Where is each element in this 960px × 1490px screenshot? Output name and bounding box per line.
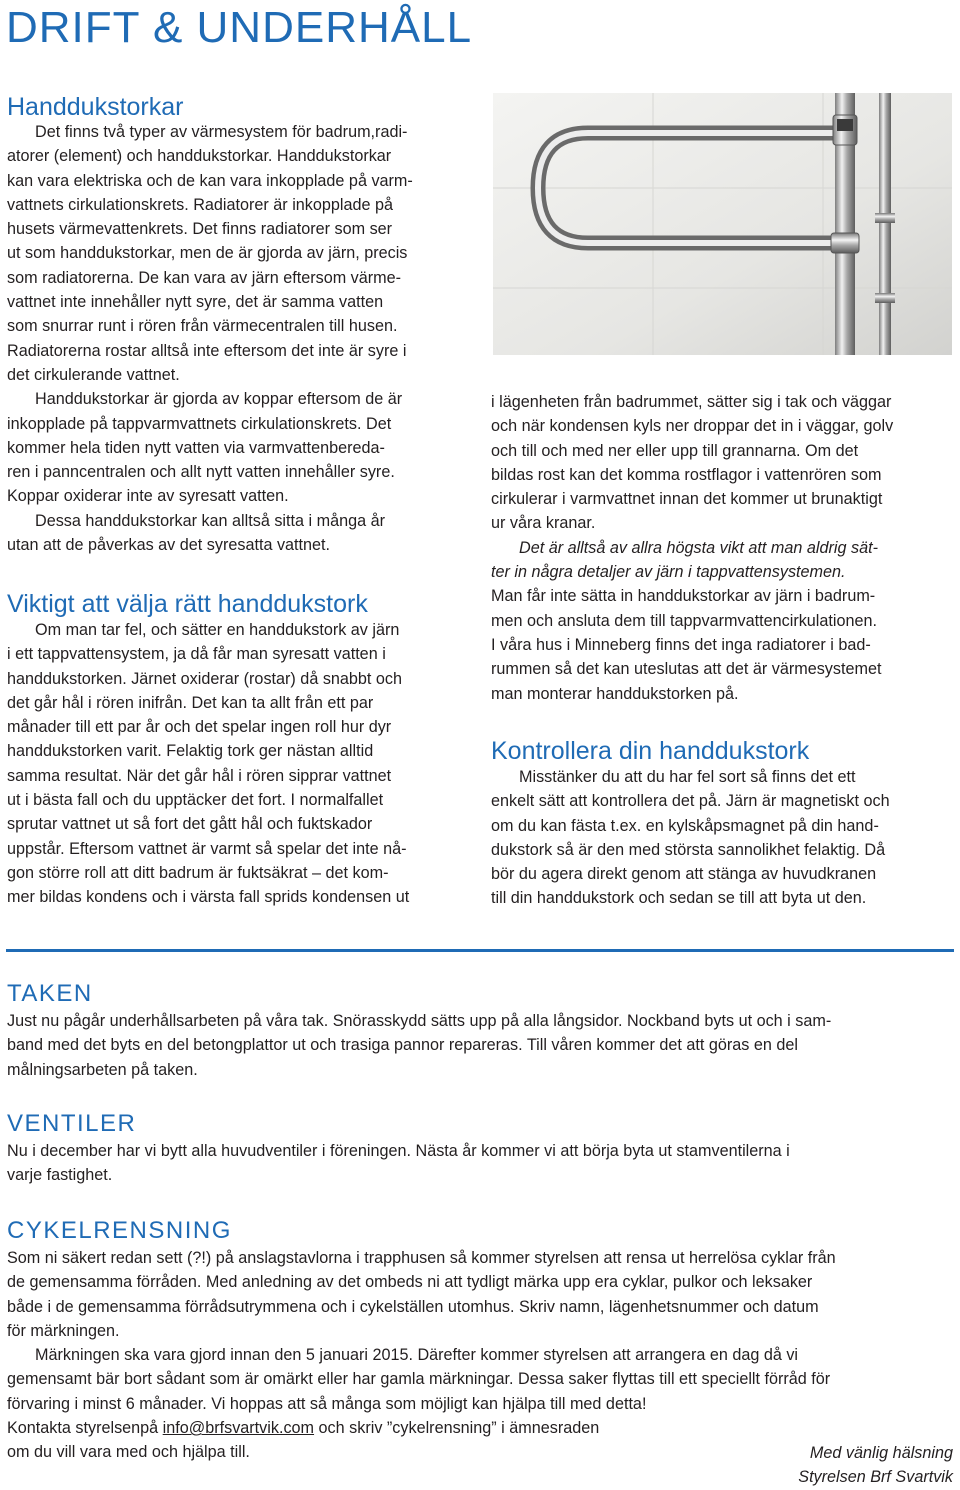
text-line: och till och med ner eller upp till grannarna. Om det [491, 441, 859, 460]
text-line: om du kan fästa t.ex. en kylskåpsmagnet på din hand- [491, 816, 879, 835]
kontrollera-body [491, 765, 956, 911]
heading-taken: TAKEN [7, 980, 93, 1007]
text-line: i ett tappvattensystem, ja då får man syresatt vatten i [7, 645, 386, 664]
italic-emphasis [491, 536, 956, 585]
text-line: till din handdukstork och sedan se till att byta ut den. [491, 889, 867, 908]
paragraph [7, 120, 482, 387]
section-divider [6, 949, 954, 952]
text-line: det går hål i rören inifrån. Det kan ta allt från ett par [7, 693, 374, 712]
text-line: Märkningen ska vara gjord innan den 5 januari 2015. Därefter kommer styrelsen att arrangera en dag då vi [35, 1346, 799, 1365]
paragraph [7, 1139, 957, 1188]
text-line: Nu i december har vi bytt alla huvudventiler i föreningen. Nästa år kommer vi att börja byta ut stamventilerna i [7, 1142, 790, 1160]
ventiler-body [7, 1139, 957, 1188]
text-line: ren i panncentralen och allt nytt vatten innehåller syre. [7, 463, 395, 482]
cykel-body [7, 1246, 957, 1465]
text-line: de gemensamma förråden. Med anledning av det ombeds ni att tydligt märka upp era cyklar, pulkor och leksaker [7, 1273, 813, 1292]
text-line: som snurrar runt i rören från värmecentralen till husen. [7, 317, 398, 336]
text-line: för märkningen. [7, 1321, 120, 1340]
text-line: man monterar handdukstorken på. [491, 684, 739, 703]
text-line: uppstår. Eftersom vattnet är varmt så spelar det inte nå- [7, 839, 407, 858]
paragraph [7, 1009, 957, 1082]
email-link[interactable]: info@brfsvartvik.com [162, 1419, 315, 1438]
text-line: Dessa handdukstorkar kan alltså sitta i många år [35, 511, 386, 530]
text-line: Som ni säkert redan sett (?!) på anslagstavlorna i trapphusen så kommer styrelsen att rensa ut herrelösa cyklar från [7, 1249, 836, 1267]
text-line: Kontakta styrelsenpå [7, 1419, 163, 1438]
paragraph [7, 387, 482, 508]
towel-warmer-illustration [493, 93, 952, 355]
text-line: utan att de påverkas av det syresatta vattnet. [7, 536, 331, 555]
text-line: både i de gemensamma förrådsutrymmena och i cykelställen utomhus. Skriv namn, lägenhetsnummer och datum [7, 1297, 819, 1316]
text-line: Det finns två typer av värmesystem för badrum,radi- [35, 123, 408, 141]
text-line: månader till ett par år och det spelar ingen roll hur dyr [7, 718, 392, 737]
text-line: ut som handdukstorkar, men de är gjorda av järn, precis [7, 244, 408, 263]
text-line: om du vill vara med och hjälpa till. [7, 1443, 250, 1462]
text-line: Just nu pågår underhållsarbeten på våra tak. Snörasskydd sätts upp på alla långsidor. Nockband byts ut och i sam- [7, 1012, 832, 1030]
taken-body [7, 1009, 957, 1082]
paragraph [7, 618, 482, 910]
text-line: ur våra kranar. [491, 514, 596, 533]
text-line: cirkulerar i varmvattnet innan det kommer ut brunaktigt [491, 490, 883, 509]
text-line: Misstänker du att du har fel sort så finns det ett [519, 768, 856, 786]
text-line: inkopplade på tappvarmvattnets cirkulationskrets. Det [7, 414, 392, 433]
text-line: Man får inte sätta in handdukstorkar av järn i badrum- [491, 587, 876, 606]
heading-cykelrensning: CYKELRENSNING [7, 1217, 232, 1244]
text-line: I våra hus i Minneberg finns det inga radiatorer i bad- [491, 635, 871, 654]
text-line: varje fastighet. [7, 1166, 113, 1185]
text-line: målningsarbeten på taken. [7, 1060, 198, 1079]
text-line: Radiatorerna rostar alltså inte eftersom det inte är syre i [7, 341, 407, 360]
heading-viktigt: Viktigt att välja rätt handdukstork [7, 590, 368, 618]
text-line: förvaring i minst 6 månader. Vi hoppas att så många som möjligt kan hjälpa till med detta! [7, 1394, 647, 1413]
text-line: samma resultat. När det går hål i rören sipprar vattnet [7, 766, 392, 785]
text-line: och skriv ”cykelrensning” i ämnesraden [314, 1419, 600, 1438]
signature-line: Styrelsen Brf Svartvik [798, 1468, 953, 1487]
paragraph [491, 765, 956, 911]
viktigt-body [7, 618, 482, 910]
text-line: dukstork så är den med största sannolikhet felaktig. Då [491, 840, 886, 859]
text-line: och när kondensen kyls ner droppar det in i väggar, golv [491, 417, 894, 436]
heading-kontrollera: Kontrollera din handdukstork [491, 737, 810, 765]
signature-line: Med vänlig hälsning [809, 1444, 953, 1462]
text-line: som radiatorerna. De kan vara av järn eftersom värme- [7, 268, 402, 287]
text-line: bildas rost kan det komma rostflagor i vattenrören som [491, 465, 882, 484]
text-line: Handdukstorkar är gjorda av koppar eftersom de är [35, 390, 403, 409]
text-line: men och ansluta dem till tappvarmvattencirkulationen. [491, 611, 878, 630]
heading-handdukstorkar: Handdukstorkar [7, 93, 184, 121]
handdukstorkar-body [7, 120, 482, 557]
text-line: vattnets cirkulationskrets. Radiatorer är inkopplade på [7, 195, 394, 214]
text-line: i lägenheten från badrummet, sätter sig i tak och väggar [491, 393, 892, 411]
text-line: gemensamt bär bort sådant som är omärkt eller har gamla märkningar. Dessa saker flyttas till ett speciellt förråd för [7, 1370, 831, 1389]
paragraph [491, 584, 956, 705]
text-line: Koppar oxiderar inte av syresatt vatten. [7, 487, 289, 506]
towel-warmer-photo [493, 93, 952, 355]
text-line: Om man tar fel, och sätter en handdukstork av järn [35, 621, 400, 639]
paragraph [7, 1246, 957, 1343]
text-line: det cirkulerande vattnet. [7, 365, 180, 384]
heading-ventiler: VENTILER [7, 1110, 137, 1137]
text-line: husets värmevattenkrets. Det finns radiatorer som ser [7, 220, 393, 239]
text-line: ut i bästa fall och du upptäcker det fort. I normalfallet [7, 791, 384, 810]
text-line: handdukstorken varit. Felaktig tork ger nästan alltid [7, 742, 374, 761]
paragraph [7, 1343, 957, 1416]
text-line: sprutar vattnet ut så fort det gått hål och fuktskador [7, 815, 373, 834]
right-column-body [491, 390, 956, 706]
paragraph [7, 509, 482, 558]
text-line: handdukstorken. Järnet oxiderar (rostar) då snabbt och [7, 669, 403, 688]
signature [798, 1441, 953, 1490]
text-line: atorer (element) och handdukstorkar. Handdukstorkar [7, 147, 392, 166]
text-line: gon större roll att ditt badrum är fuktsäkrat – det kom- [7, 863, 389, 882]
text-line: enkelt sätt att kontrollera det på. Järn är magnetiskt och [491, 792, 890, 811]
text-line: mer bildas kondens och i värsta fall sprids kondensen ut [7, 888, 410, 907]
text-line: rummen så det kan uteslutas att det är värmesystemet [491, 660, 882, 679]
text-line: band med det byts en del betongplattor ut och trasiga pannor repareras. Till våren kommer det att göras en del [7, 1036, 798, 1055]
text-line: vattnet inte innehåller nytt syre, det är samma vatten [7, 293, 384, 312]
text-line: Det är alltså av allra högsta vikt att man aldrig sät- [519, 538, 878, 557]
paragraph [491, 390, 956, 536]
text-line: kan vara elektriska och de kan vara inkopplade på varm- [7, 171, 413, 190]
page-title: DRIFT & UNDERHÅLL [6, 3, 473, 52]
text-line: kommer hela tiden nytt vatten via varmvattenbereda- [7, 438, 385, 457]
text-line: ter in några detaljer av järn i tappvattensystemen. [491, 563, 846, 582]
text-line: bör du agera direkt genom att stänga av huvudkranen [491, 865, 877, 884]
